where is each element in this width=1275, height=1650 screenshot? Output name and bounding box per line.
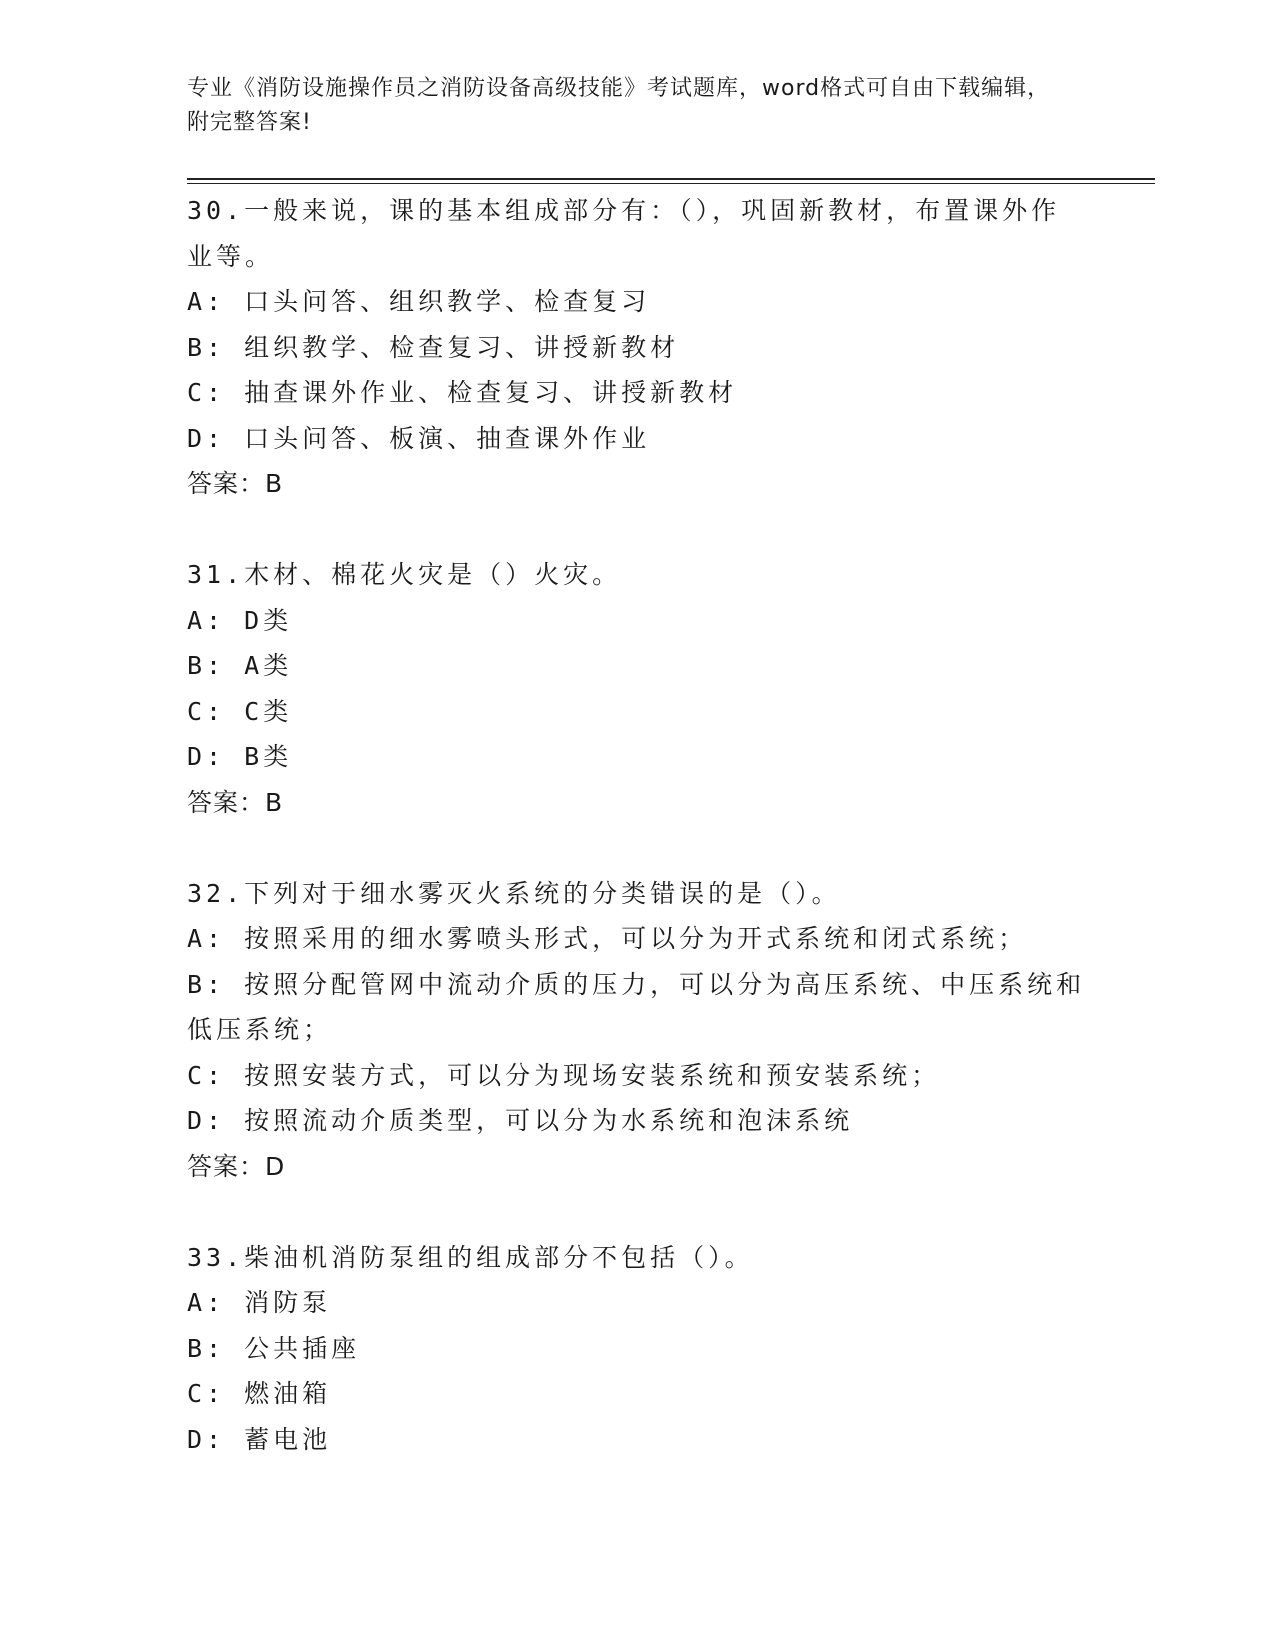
option-c: C: 按照安装方式，可以分为现场安装系统和预安装系统； <box>187 1060 941 1090</box>
document-header: 专业《消防设施操作员之消防设备高级技能》考试题库，word格式可自由下载编辑，附完整答案! <box>187 76 1051 135</box>
question-stem: 30.一般来说，课的基本组成部分有：（），巩固新教材，布置课外作业等。 <box>187 196 1061 271</box>
question-gap <box>187 507 1087 553</box>
question-stem: 32.下列对于细水雾灭火系统的分类错误的是（）。 <box>187 878 841 908</box>
question-33 <box>187 1235 1087 1463</box>
option-c: C: 抽查课外作业、检查复习、讲授新教材 <box>187 378 738 407</box>
option-c: C: 燃油箱 <box>187 1379 332 1408</box>
question-gap <box>187 1189 1087 1235</box>
question-30 <box>187 188 1087 507</box>
question-stem: 33.柴油机消防泵组的组成部分不包括（）。 <box>187 1242 754 1272</box>
question-stem: 31.木材、棉花火灾是（）火灾。 <box>187 560 622 589</box>
option-a: A: 按照采用的细水雾喷头形式，可以分为开式系统和闭式系统； <box>187 924 1028 953</box>
answer-line: 答案：D <box>187 1151 286 1181</box>
option-b: B: A类 <box>187 651 293 680</box>
option-b: B: 组织教学、检查复习、讲授新教材 <box>187 332 680 362</box>
option-d: D: B类 <box>187 742 293 771</box>
option-d: D: 按照流动介质类型，可以分为水系统和泡沫系统 <box>187 1106 854 1135</box>
answer-line: 答案：B <box>187 787 284 817</box>
option-a: A: 消防泵 <box>187 1288 332 1317</box>
answer-line: 答案：B <box>187 469 284 498</box>
option-a: A: D类 <box>187 605 293 635</box>
question-list <box>187 188 1087 1462</box>
question-32 <box>187 871 1087 1190</box>
option-c: C: C类 <box>187 696 293 726</box>
option-b: B: 公共插座 <box>187 1333 361 1363</box>
header-rule-thick <box>187 178 1155 180</box>
question-gap <box>187 825 1087 871</box>
option-d: D: 蓄电池 <box>187 1424 332 1454</box>
option-a: A: 口头问答、组织教学、检查复习 <box>187 287 651 316</box>
option-d: D: 口头问答、板演、抽查课外作业 <box>187 423 651 453</box>
option-b: B: 按照分配管网中流动介质的压力，可以分为高压系统、中压系统和低压系统； <box>187 969 1086 1044</box>
question-31 <box>187 552 1087 825</box>
header-rule-thin <box>187 183 1155 184</box>
